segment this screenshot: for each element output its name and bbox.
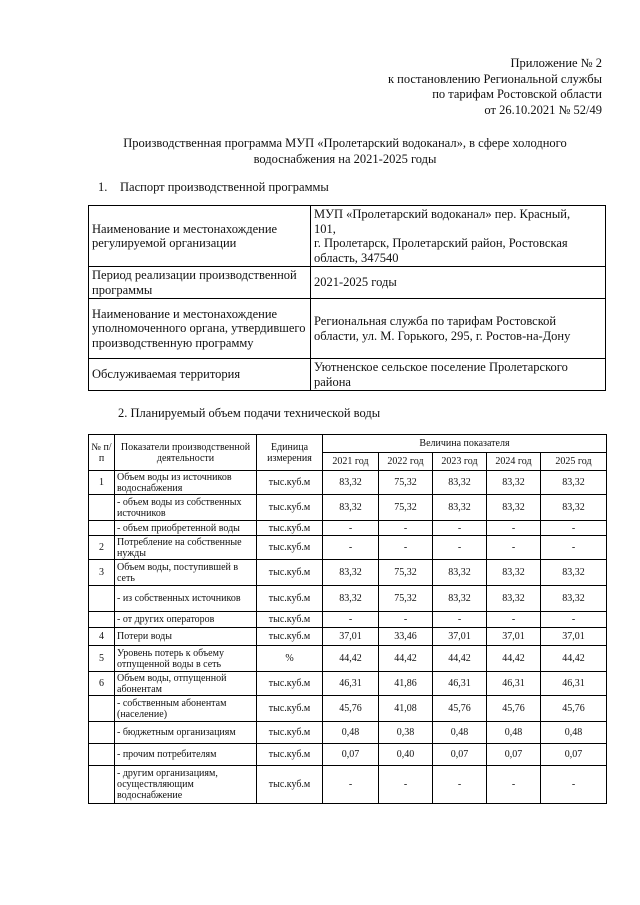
row-name-cell: Объем воды, отпущенной абонентам [115,672,257,696]
row-value-cell: - [379,536,433,560]
row-value-cell: - [487,536,541,560]
row-name-cell: Объем воды из источников водоснабжения [115,471,257,495]
header-year: 2025 год [541,453,607,471]
passport-table [88,205,606,391]
row-value-cell: 0,48 [323,722,379,744]
row-value-cell: 0,48 [487,722,541,744]
row-value-cell: - [541,521,607,536]
row-value-cell: - [487,612,541,628]
row-value-cell: - [541,612,607,628]
row-unit-cell: тыс.куб.м [257,471,323,495]
table-row [89,495,607,521]
row-value-cell: 83,32 [433,471,487,495]
passport-row [89,267,606,299]
table-row [89,696,607,722]
row-num-cell [89,722,115,744]
row-value-cell: - [487,521,541,536]
row-value-cell: 75,32 [379,495,433,521]
row-value-cell: 37,01 [433,628,487,646]
row-unit-cell: тыс.куб.м [257,521,323,536]
row-value-cell: 45,76 [433,696,487,722]
document-title-line-2: водоснабжения на 2021-2025 годы [253,151,437,166]
passport-value-line: Региональная служба по тарифам Ростовской [314,314,557,328]
row-value-cell: 83,32 [433,560,487,586]
row-value-cell: - [379,521,433,536]
header-unit: Единица измерения [257,435,323,471]
row-num-cell: 2 [89,536,115,560]
row-value-cell: 44,42 [433,646,487,672]
passport-value [311,267,606,299]
row-value-cell: 37,01 [541,628,607,646]
row-value-cell: 83,32 [323,560,379,586]
row-value-cell: 44,42 [487,646,541,672]
passport-value-line: 2021-2025 годы [314,275,397,290]
passport-row [89,206,606,267]
row-num-cell: 3 [89,560,115,586]
table-row [89,646,607,672]
row-name-cell: Потребление на собственные нужды [115,536,257,560]
row-unit-cell: тыс.куб.м [257,696,323,722]
row-value-cell: 83,32 [541,560,607,586]
row-value-cell: 44,42 [541,646,607,672]
row-name-cell: Объем воды, поступившей в сеть [115,560,257,586]
row-value-cell: 75,32 [379,560,433,586]
row-value-cell: 46,31 [487,672,541,696]
passport-key: Обслуживаемая территория [89,359,311,391]
header-year: 2022 год [379,453,433,471]
row-value-cell: 0,07 [541,744,607,766]
row-value-cell: 46,31 [433,672,487,696]
row-value-cell: 0,40 [379,744,433,766]
row-value-cell: 0,48 [433,722,487,744]
passport-value-line: область, 347540 [314,250,399,265]
row-num-cell [89,696,115,722]
appendix-line-4: от 26.10.2021 № 52/49 [484,102,602,117]
row-value-cell: - [323,521,379,536]
header-year: 2021 год [323,453,379,471]
row-num-cell: 6 [89,672,115,696]
row-value-cell: - [379,612,433,628]
table-row [89,672,607,696]
row-value-cell: - [379,766,433,804]
row-value-cell: - [323,766,379,804]
row-name-cell: - объем приобретенной воды [115,521,257,536]
row-num-cell [89,521,115,536]
passport-row [89,299,606,359]
row-value-cell: - [487,766,541,804]
row-value-cell: 83,32 [487,560,541,586]
row-value-cell: - [433,612,487,628]
section-1-title: Паспорт производственной программы [120,180,329,194]
section-2-heading: 2. Планируемый объем подачи технической воды [118,406,381,420]
row-value-cell: 83,32 [541,471,607,495]
row-value-cell: 45,76 [323,696,379,722]
row-value-cell: 83,32 [323,495,379,521]
row-value-cell: - [433,521,487,536]
table-row [89,612,607,628]
passport-value-line: 101, [314,221,336,236]
row-unit-cell: тыс.куб.м [257,766,323,804]
passport-value [311,299,606,359]
row-value-cell: 37,01 [487,628,541,646]
table-row [89,766,607,804]
row-name-cell: - объем воды из собственных источников [115,495,257,521]
row-num-cell [89,495,115,521]
row-name-cell: Потери воды [115,628,257,646]
row-num-cell [89,612,115,628]
row-value-cell: 44,42 [379,646,433,672]
row-value-cell: 83,32 [487,495,541,521]
row-unit-cell: тыс.куб.м [257,722,323,744]
row-unit-cell: тыс.куб.м [257,612,323,628]
passport-value-line: Уютненское сельское поселение Пролетарского [314,360,568,374]
row-value-cell: 0,07 [433,744,487,766]
passport-value-line: МУП «Пролетарский водоканал» пер. Красный, [314,207,571,221]
row-num-cell [89,766,115,804]
table-row [89,744,607,766]
header-year: 2024 год [487,453,541,471]
row-value-cell: - [323,612,379,628]
header-indicator: Показатели производственной деятельности [115,435,257,471]
row-name-cell: Уровень потерь к объему отпущенной воды в сеть [115,646,257,672]
appendix-line-1: Приложение № 2 [510,56,602,70]
row-name-cell: - бюджетным организациям [115,722,257,744]
row-num-cell [89,744,115,766]
row-value-cell: 83,32 [541,586,607,612]
row-value-cell: 45,76 [487,696,541,722]
passport-value-line: области, ул. М. Горького, 295, г. Ростов-на-Дону [314,328,571,343]
row-value-cell: - [433,766,487,804]
row-value-cell: - [323,536,379,560]
row-num-cell: 1 [89,471,115,495]
section-1-heading [98,180,329,195]
table-row [89,471,607,495]
row-value-cell: 37,01 [323,628,379,646]
row-value-cell: 83,32 [487,471,541,495]
header-value: Величина показателя [323,435,607,453]
header-num: № п/п [89,435,115,471]
passport-key: Период реализации производственной программы [89,267,311,299]
passport-row [89,359,606,391]
appendix-header [302,56,602,118]
row-value-cell: 0,07 [487,744,541,766]
table-row [89,586,607,612]
row-value-cell: 83,32 [433,495,487,521]
row-value-cell: 0,38 [379,722,433,744]
table-row [89,722,607,744]
row-value-cell: 45,76 [541,696,607,722]
row-value-cell: 44,42 [323,646,379,672]
table-row [89,560,607,586]
header-year: 2023 год [433,453,487,471]
row-value-cell: 46,31 [541,672,607,696]
row-name-cell: - из собственных источников [115,586,257,612]
row-num-cell: 4 [89,628,115,646]
passport-value-line: района [314,374,351,389]
passport-value-line: г. Пролетарск, Пролетарский район, Ростовская [314,236,568,250]
row-unit-cell: тыс.куб.м [257,744,323,766]
row-value-cell: 46,31 [323,672,379,696]
row-value-cell: 83,32 [323,586,379,612]
document-title [95,136,595,167]
table-row [89,536,607,560]
water-volume-table [88,434,607,804]
row-name-cell: - прочим потребителям [115,744,257,766]
row-value-cell: 75,32 [379,471,433,495]
row-value-cell: 33,46 [379,628,433,646]
row-value-cell: 83,32 [433,586,487,612]
row-value-cell: 0,07 [323,744,379,766]
row-unit-cell: тыс.куб.м [257,495,323,521]
document-title-line-1: Производственная программа МУП «Пролетарский водоканал», в сфере холодного [123,136,567,150]
row-value-cell: 83,32 [541,495,607,521]
row-value-cell: 83,32 [323,471,379,495]
row-unit-cell: % [257,646,323,672]
section-1-number: 1. [98,180,108,194]
row-value-cell: 83,32 [487,586,541,612]
passport-value [311,359,606,391]
passport-key: Наименование и местонахождение регулируемой организации [89,206,311,267]
appendix-line-2: к постановлению Региональной службы [387,71,602,86]
row-num-cell [89,586,115,612]
row-unit-cell: тыс.куб.м [257,672,323,696]
passport-value [311,206,606,267]
row-unit-cell: тыс.куб.м [257,628,323,646]
row-value-cell: - [541,766,607,804]
appendix-line-3: по тарифам Ростовской области [432,87,602,101]
row-unit-cell: тыс.куб.м [257,586,323,612]
table-row [89,628,607,646]
row-name-cell: - собственным абонентам (население) [115,696,257,722]
row-value-cell: 41,08 [379,696,433,722]
row-unit-cell: тыс.куб.м [257,560,323,586]
row-name-cell: - другим организациям, осуществляющим водоснабжение [115,766,257,804]
row-num-cell: 5 [89,646,115,672]
row-value-cell: - [433,536,487,560]
row-name-cell: - от других операторов [115,612,257,628]
passport-key: Наименование и местонахождение уполномоченного органа, утвердившего производственную программу [89,299,311,359]
row-value-cell: 0,48 [541,722,607,744]
table-row [89,521,607,536]
row-value-cell: - [541,536,607,560]
row-value-cell: 75,32 [379,586,433,612]
row-value-cell: 41,86 [379,672,433,696]
row-unit-cell: тыс.куб.м [257,536,323,560]
